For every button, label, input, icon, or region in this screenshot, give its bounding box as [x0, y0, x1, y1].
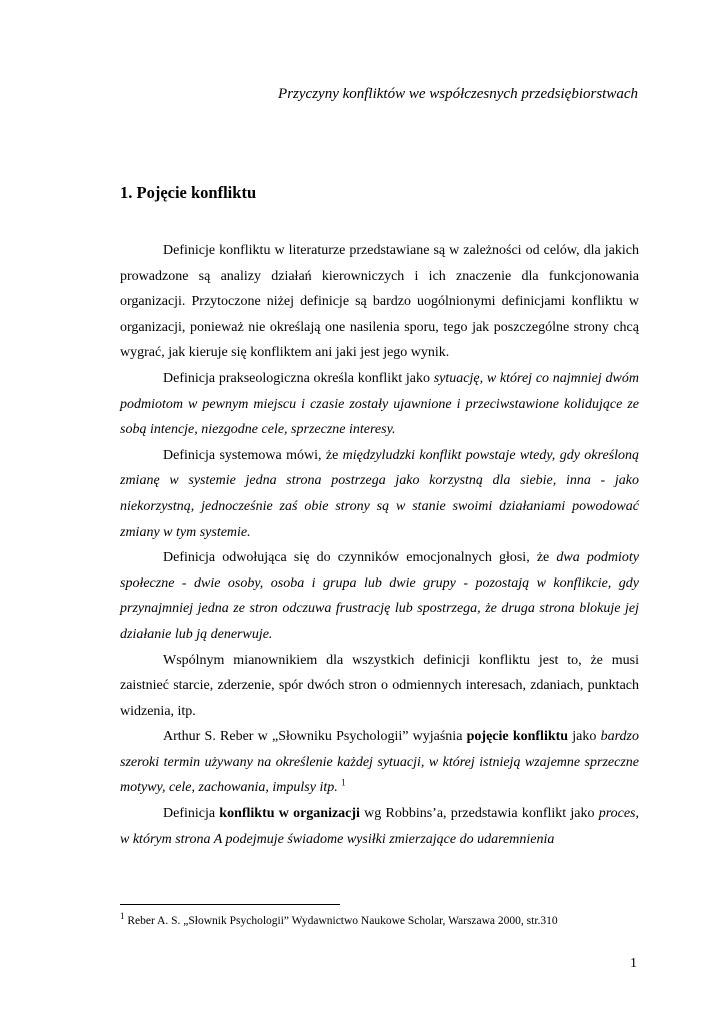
definition-quote: dwa podmioty społeczne - dwie osoby, osoba i grupa lub dwie grupy - pozostają w konflikcie, gdy przynajmniej jedna ze stron odczuwa frustrację lub spostrzega, że druga strona blokuje jej działanie lub ją denerwuje. [120, 550, 639, 642]
paragraph-lead: Arthur S. Reber w „Słowniku Psychologii” wyjaśnia [163, 729, 467, 745]
paragraph-robbins-definition [120, 801, 639, 852]
paragraph-lead: Definicja odwołująca się do czynników emocjonalnych głosi, że [163, 550, 557, 566]
definition-quote: bardzo szeroki termin używany na określenie każdej sytuacji, w której istnieją wzajemne sprzeczne motywy, cele, zachowania, impulsy itp. [120, 729, 639, 796]
paragraph-lead: Definicja [163, 806, 220, 822]
paragraph-lead: Definicja systemowa mówi, że [163, 447, 343, 463]
paragraph-reber-definition [120, 724, 639, 801]
bold-term: konfliktu w organizacji [219, 806, 360, 822]
bold-term: pojęcie konfliktu [466, 729, 569, 745]
footnote-number: 1 [120, 911, 125, 922]
footnote [120, 911, 558, 927]
paragraph-common-denominator: Wspólnym mianownikiem dla wszystkich definicji konfliktu jest to, że musi zaistnieć starcie, zderzenie, spór dwóch stron o odmiennych interesach, zdaniach, punktach widzenia, itp. [120, 652, 639, 719]
footnote-reference[interactable]: 1 [341, 777, 346, 788]
body-text [120, 238, 639, 852]
paragraph-mid: jako [568, 729, 601, 745]
paragraph-systemic-definition [120, 443, 639, 545]
section-heading: 1. Pojęcie konfliktu [120, 183, 257, 202]
definition-quote: sytuację, w której co najmniej dwóm podmiotom w pewnym miejscu i czasie zostały ujawnione i przeciwstawione kolidujące ze sobą intencje, niezgodne cele, sprzeczne interesy. [120, 370, 639, 438]
page-number: 1 [630, 956, 637, 971]
paragraph-definitions-intro: Definicje konfliktu w literaturze przedstawiane są w zależności od celów, dla jakich prowadzone są analizy działań kierowniczych i ich znaczenie dla funkcjonowania organizacji. Przytoczone niżej definicje są bardzo uogólnionymi definicjami konfliktu w organizacji, ponieważ nie określają one nasilenia sporu, tego jak poszczególne strony chcą wygrać, jak kieruje się konfliktem ani jaki jest jego wynik. [120, 243, 639, 361]
paragraph-mid: wg Robbins’a, przedstawia konflikt jako [359, 806, 599, 822]
running-header: Przyczyny konfliktów we współczesnych przedsiębiorstwach [278, 86, 638, 102]
footnote-divider [120, 904, 340, 905]
paragraph-lead: Definicja prakseologiczna określa konflikt jako [163, 370, 434, 386]
definition-quote: międzyludzki konflikt powstaje wtedy, gdy określoną zmianę w systemie jedna strona postrzega jako korzystną dla siebie, inna - jako niekorzystną, jednocześnie zaś obie strony są w stanie swoimi działaniami powodować zmiany w tym systemie. [120, 447, 639, 540]
paragraph-praxeological-definition [120, 366, 639, 443]
footnote-text: Reber A. S. „Słownik Psychologii” Wydawnictwo Naukowe Scholar, Warszawa 2000, str.310 [124, 915, 558, 927]
paragraph-emotional-definition [120, 545, 639, 647]
definition-quote: proces, w którym strona A podejmuje świadome wysiłki zmierzające do udaremnienia [120, 806, 639, 847]
